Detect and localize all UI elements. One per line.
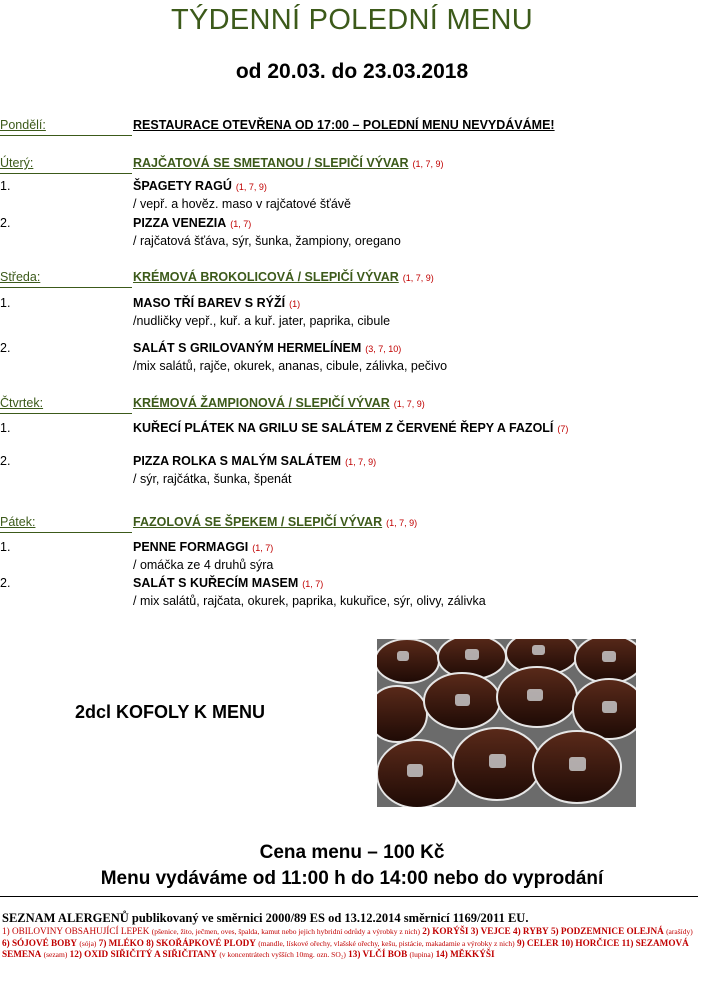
item-number: 2. <box>0 576 11 590</box>
item-allergens: (7) <box>557 424 569 434</box>
item-allergens: (1, 7, 9) <box>235 182 267 192</box>
item-description: / rajčatová šťáva, sýr, šunka, žampiony, oregano <box>133 234 401 248</box>
serving-hours: Menu vydáváme od 11:00 h do 14:00 nebo do vyprodání <box>100 868 604 889</box>
day-label-wednesday: Středa: <box>0 270 41 284</box>
allergen-entry: 14) MĚKKÝŠI <box>435 949 495 959</box>
day-label-friday: Pátek: <box>0 515 36 529</box>
divider <box>0 896 698 897</box>
soup-allergens: (1, 7, 9) <box>393 399 425 409</box>
item-number: 1. <box>0 540 11 554</box>
soup-allergens: (1, 7, 9) <box>386 518 418 528</box>
allergen-list <box>2 926 696 961</box>
item-allergens: (1, 7, 9) <box>345 457 377 467</box>
item-description: / vepř. a hovĕz. maso v rajčatové šťávě <box>133 197 351 211</box>
allergen-entry: 9) CELER <box>516 937 559 948</box>
item-allergens: (1, 7) <box>230 219 252 229</box>
day-label-thursday: Čtvrtek: <box>0 396 44 410</box>
allergen-entry: 3) VEJCE <box>470 926 511 936</box>
soup-name: KRÉMOVÁ ŽAMPIONOVÁ / SLEPIČÍ VÝVAR <box>133 396 390 410</box>
item-number: 2. <box>0 454 11 468</box>
day-underline <box>0 287 132 288</box>
allergen-entry: 7) MLÉKO <box>98 937 144 948</box>
item-name: PIZZA ROLKA S MALÝM SALÁTEM (1, 7, 9) <box>133 454 377 468</box>
soup-wednesday <box>133 270 434 284</box>
soup-name: KRÉMOVÁ BROKOLICOVÁ / SLEPIČÍ VÝVAR <box>133 270 399 284</box>
day-label-tuesday: Úterý: <box>0 156 34 170</box>
day-row-friday <box>0 515 704 535</box>
allergen-entry: 11) SEZAMOVÁ SEMENA (sezam) <box>2 937 689 959</box>
glasses-illustration <box>377 639 636 807</box>
menu-title: TÝDENNÍ POLEDNÍ MENU <box>170 4 534 36</box>
item-number: 1. <box>0 421 11 435</box>
allergen-entry: 4) RYBY <box>512 926 549 936</box>
item-allergens: (1, 7) <box>302 579 324 589</box>
allergen-entry: 10) HORČICE <box>560 937 620 948</box>
soup-name: FAZOLOVÁ SE ŠPEKEM / SLEPIČÍ VÝVAR <box>133 515 383 529</box>
kofola-glasses-photo <box>377 639 636 807</box>
allergen-entry: 5) PODZEMNICE OLEJNÁ (arašídy) <box>550 926 693 936</box>
day-row-monday <box>0 118 704 138</box>
item-description: / omáčka ze 4 druhů sýra <box>133 558 274 572</box>
kofola-offer: 2dcl KOFOLY K MENU <box>75 702 266 722</box>
item-number: 2. <box>0 216 11 230</box>
item-description: / mix salátů, rajčata, okurek, paprika, kukuřice, sýr, olivy, zálivka <box>133 594 486 608</box>
item-description: /nudličky vepř., kuř. a kuř. jater, paprika, cibule <box>133 314 391 328</box>
item-name: MASO TŘÍ BAREV S RÝŽÍ (1) <box>133 296 301 310</box>
day-row-tuesday <box>0 156 704 176</box>
day-label-monday: Pondělí: <box>0 118 46 132</box>
soup-thursday <box>133 396 425 410</box>
soup-allergens: (1, 7, 9) <box>402 273 434 283</box>
day-underline <box>0 532 132 533</box>
item-name: SALÁT S GRILOVANÝM HERMELÍNEM (3, 7, 10) <box>133 341 402 355</box>
item-name: SALÁT S KUŘECÍM MASEM (1, 7) <box>133 576 324 590</box>
item-number: 1. <box>0 179 11 193</box>
allergen-entry: 13) VLČÍ BOB (lupina) <box>348 949 434 959</box>
item-name: PIZZA VENEZIA (1, 7) <box>133 216 252 230</box>
day-underline <box>0 173 132 174</box>
menu-price: Cena menu – 100 Kč <box>259 842 445 863</box>
item-description: / sýr, rajčátka, šunka, špenát <box>133 472 292 486</box>
item-description: /mix salátů, rajče, okurek, ananas, cibule, zálivka, pečivo <box>133 359 448 373</box>
soup-allergens: (1, 7, 9) <box>412 159 444 169</box>
item-name: ŠPAGETY RAGÚ (1, 7, 9) <box>133 179 267 193</box>
day-underline <box>0 135 132 136</box>
allergen-entry: 8) SKOŘÁPKOVÉ PLODY (mandle, lískové ořechy, vlašské ořechy, kešu, pistácie, makadamie a výrobky z nich) <box>146 937 515 948</box>
day-row-thursday <box>0 396 704 416</box>
item-name: PENNE FORMAGGI (1, 7) <box>133 540 274 554</box>
day-row-wednesday <box>0 270 704 290</box>
item-name: KUŘECÍ PLÁTEK NA GRILU SE SALÁTEM Z ČERVENÉ ŘEPY A FAZOLÍ (7) <box>133 421 569 435</box>
soup-friday <box>133 515 417 529</box>
soup-name: RAJČATOVÁ SE SMETANOU / SLEPIČÍ VÝVAR <box>133 156 409 170</box>
menu-date-range: od 20.03. do 23.03.2018 <box>235 60 469 83</box>
item-allergens: (1) <box>289 299 301 309</box>
day-underline <box>0 413 132 414</box>
allergen-entry: 12) OXID SIŘIČITÝ A SIŘIČITANY (v koncentrátech vyšších 10mg. ozn. SO₂) <box>69 949 346 959</box>
item-allergens: (1, 7) <box>252 543 274 553</box>
item-number: 1. <box>0 296 11 310</box>
allergen-entry: 2) KORÝŠI <box>422 926 469 936</box>
item-allergens: (3, 7, 10) <box>365 344 402 354</box>
soup-tuesday <box>133 156 444 170</box>
item-number: 2. <box>0 341 11 355</box>
allergen-list-title: SEZNAM ALERGENŮ publikovaný ve směrnici 2000/89 ES od 13.12.2014 směrnicí 1169/2011 EU. <box>2 911 529 925</box>
monday-notice: RESTAURACE OTEVŘENA OD 17:00 – POLEDNÍ MENU NEVYDÁVÁME! <box>133 118 555 132</box>
allergen-entry: 1) OBILOVINY OBSAHUJÍCÍ LEPEK (pšenice, žito, ječmen, oves, špalda, kamut nebo jejich hybridní odrůdy a výrobky z nich) <box>2 926 420 936</box>
allergen-entry: 6) SÓJOVÉ BOBY (sója) <box>2 937 97 948</box>
